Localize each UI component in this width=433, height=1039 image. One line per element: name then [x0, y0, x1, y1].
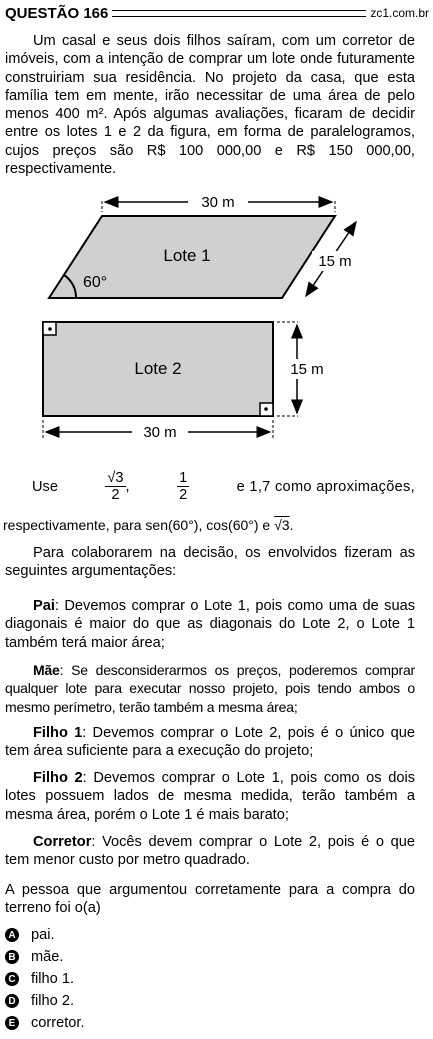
option-a-badge: A [5, 928, 19, 942]
option-c-badge: C [5, 972, 19, 986]
option-d[interactable]: D filho 2. [5, 993, 74, 1009]
option-c[interactable]: C filho 1. [5, 971, 74, 987]
option-d-badge: D [5, 994, 19, 1008]
question-text: A pessoa que argumentou corretamente para a compra do terreno foi o(a) [5, 882, 415, 917]
site-label: zc1.com.br [370, 6, 429, 20]
option-b-badge: B [5, 950, 19, 964]
lote1-angle-label: 60° [83, 274, 108, 291]
argument-mae: Mãe: Se desconsiderarmos os preços, poderemos comprar qualquer lote para executar nosso projeto, pois tendo ambos o mesmo perímetro, terão também a mesma área; [5, 662, 415, 715]
option-a[interactable]: A pai. [5, 927, 55, 943]
argument-filho2: Filho 2: Devemos comprar o Lote 1, pois como os dois lotes possuem lados de mesma medida, terão também a mesma área, porém o Lote 1 é mais barato; [5, 770, 415, 823]
lote1-side-label: 15 m [318, 253, 352, 270]
lote1-name: Lote 1 [163, 246, 211, 265]
option-e[interactable]: E corretor. [5, 1015, 85, 1031]
lote2-base-label: 30 m [143, 424, 177, 441]
question-header [5, 2, 429, 24]
lote2-side-label: 15 m [290, 361, 324, 378]
lots-figure [0, 188, 433, 458]
intro-paragraph [5, 32, 415, 178]
question-title: QUESTÃO 166 [5, 4, 109, 22]
lote2-name: Lote 2 [134, 359, 182, 378]
option-b[interactable]: B mãe. [5, 949, 63, 965]
use-line: Use $\frac{√3}{2}$ , $\frac{1}{2}$ e 1,7 como aproximações, [32, 470, 415, 503]
use-line2: respectivamente, para sen(60°), cos(60°) e √3. [3, 517, 294, 533]
argument-filho1: Filho 1: Devemos comprar o Lote 2, pois é o único que tem área suficiente para a execução do projeto; [5, 725, 415, 760]
use-rest: e 1,7 como aproximações, [236, 478, 415, 495]
intro-text: Um casal e seus dois filhos saíram, com um corretor de imóveis, com a intenção de comprar um lote onde futuramente construiriam sua residência. No projeto da casa, que esta família tem em mente, irão necessitar de uma área de pelo menos 400 m². Após algumas avaliações, ficaram de decidir entre os lotes 1 e 2 da figura, em forma de paralelogramos, cujos preços são R$ 100 000,00 e R$ 150 000,00, respectivamente. [5, 33, 415, 178]
fraction-1-over-2: $\frac{1}{2}$ [179, 470, 188, 503]
argument-corretor: Corretor: Vocês devem comprar o Lote 2, pois é o que tem menor custo por metro quadrado. [5, 834, 415, 869]
decision-paragraph: Para colaborarem na decisão, os envolvidos fizeram as seguintes argumentações: [5, 545, 415, 580]
lote1-base-label: 30 m [201, 194, 235, 211]
header-rule [112, 10, 366, 17]
argument-pai: Pai: Devemos comprar o Lote 1, pois como uma de suas diagonais é maior do que as diagonais do Lote 2, o Lote 1 também terá maior área; [5, 598, 415, 651]
use-word: Use [32, 478, 58, 495]
option-e-badge: E [5, 1016, 19, 1030]
fraction-sqrt3-over-2: $\frac{√3}{2}$ [107, 470, 124, 503]
